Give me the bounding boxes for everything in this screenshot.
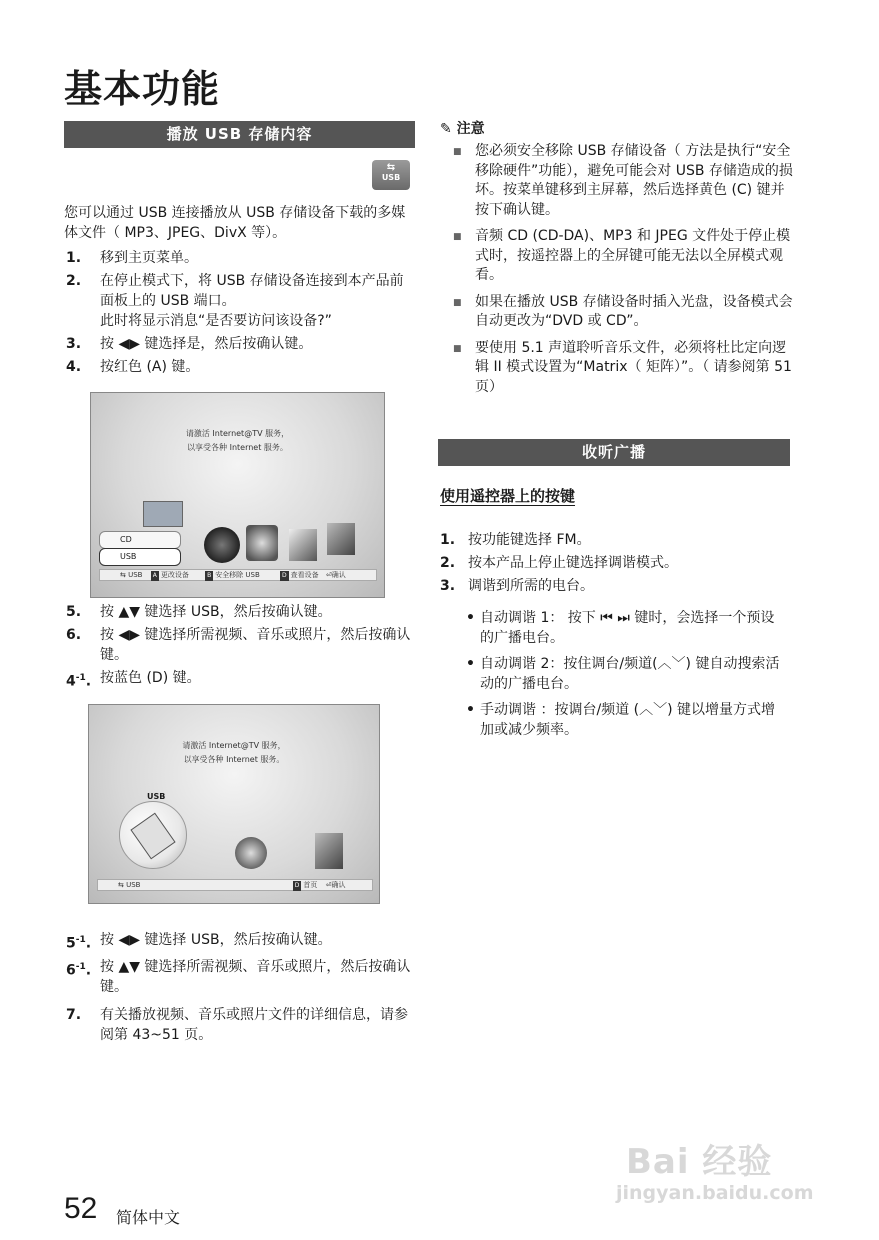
list-item: • 自动调谐 1： 按下 ⏮ ⏭ 键时，会选择一个预设的广播电台。 [466,610,775,646]
list-item: $4^{-1}$. 按蓝色 (D) 键。 [66,670,201,690]
baidu-watermark-url: jingyan.baidu.com [616,1182,814,1204]
settings-icon [327,523,355,555]
enter-icon: ⏎ [325,881,332,889]
tuning-bullets [466,608,788,746]
list-item: ■ 您必须安全移除 USB 存储设备（ 方法是执行“安全移除硬件”功能），避免可能会对 USB 存储造成的损坏。按菜单键移到主屏幕，然后选择黄色 (C) 键并按下确认键。 [453,142,793,220]
list-item: $5^{-1}$. 按 ◀▶ 键选择 USB，然后按确认键。 [66,932,332,952]
page-title: 基本功能 [64,67,221,111]
usb-icon: ⇆ [386,162,396,173]
internet-tv-message: 请激活 Internet@TV 服务， 以享受各种 Internet 服务。 [185,429,290,452]
settings-icon [315,833,343,869]
pencil-icon: ✎ [440,121,452,137]
bullet-square-icon: ■ [453,232,462,242]
usb-drive-icon [119,801,187,869]
usb-steps-a [66,248,414,380]
list-item: ■ 要使用 5.1 声道聆听音乐文件，必须将杜比定向逻辑 II 模式设置为“Matrix（ 矩阵）”。（ 请参阅第 51 页） [453,339,793,398]
list-item: 2. 按本产品上停止键选择调谐模式。 [440,555,678,571]
music-disc-icon [235,837,267,869]
list-item: ■ 音频 CD (CD-DA)、MP3 和 JPEG 文件处于停止模式时，按遥控器上的全屏键可能无法以全屏模式观看。 [453,227,793,286]
list-item: 4. 按红色 (A) 键。 [66,359,200,375]
list-item: 6. 按 ◀▶ 键选择所需视频、音乐或照片，然后按确认键。 [66,627,411,663]
folder-icon [143,501,183,527]
internet-tv-message: 请激活 Internet@TV 服务， 以享受各种 Internet 服务。 [182,741,286,764]
tv-home-screen-2 [88,704,380,904]
usb-badge: ⇆ USB [372,160,410,190]
status-bar-1: ⇆ USB A 更改设备 B 安全移除 USB D 查看设备 ⏎确认 [99,569,377,581]
device-item-usb[interactable]: USB [99,548,181,566]
music-disc-icon [246,525,278,561]
usb-steps-c [66,930,416,1048]
list-item: 2. 在停止模式下，将 USB 存储设备连接到本产品前面板上的 USB 端口。 此时将显示消息“是否要访问该设备?” [66,273,404,329]
bullet-square-icon: ■ [453,343,462,354]
list-item: ■ 如果在播放 USB 存储设备时插入光盘，设备模式会自动更改为“DVD 或 CD”。 [453,293,793,332]
usb-icon: ⇆ [120,571,126,579]
language-label: 简体中文 [116,1208,181,1227]
list-item: $6^{-1}$. 按 ▲▼ 键选择所需视频、音乐或照片，然后按确认键。 [66,958,411,995]
tv-home-screen-1 [90,392,385,598]
remote-keys-subheading: 使用遥控器上的按键 [440,487,576,505]
device-item-cd[interactable]: CD [99,531,181,549]
note-heading: ✎ 注意 [440,121,485,137]
list-item: 3. 调谐到所需的电台。 [440,578,594,594]
usb-steps-b [66,602,416,695]
usb-icon: ⇆ [118,881,124,889]
list-item: 1. 按功能键选择 FM。 [440,532,591,548]
radio-steps [440,530,790,599]
usb-intro-text: 您可以通过 USB 连接播放从 USB 存储设备下载的多媒体文件（ MP3、JPEG、DivX 等）。 [64,205,406,241]
bullet-square-icon: ■ [453,147,462,157]
list-item: • 手动调谐 ：按调台/频道 (︿﹀) 键以增量方式增加或减少频率。 [466,702,775,738]
list-item: 7. 有关播放视频、音乐或照片文件的详细信息，请参阅第 43~51 页。 [66,1006,408,1043]
enter-icon: ⏎ [325,571,332,579]
list-item: 1. 移到主页菜单。 [66,250,198,266]
usb-device-label: USB [147,792,166,801]
status-bar-2: ⇆ USB D 首页 ⏎确认 [97,879,373,891]
list-item: • 自动调谐 2：按住调台/频道(︿﹀) 键自动搜索活动的广播电台。 [466,656,780,692]
note-list [453,142,793,404]
bullet-square-icon: ■ [453,297,462,308]
usb-section-title: 播放 USB 存储内容 [64,121,415,148]
baidu-watermark-logo: Bai 经验 [626,1142,773,1182]
photo-icon [289,529,317,561]
radio-section-title: 收听广播 [438,439,790,466]
list-item: 3. 按 ◀▶ 键选择是，然后按确认键。 [66,336,313,352]
page-number: 52 [64,1192,98,1225]
list-item: 5. 按 ▲▼ 键选择 USB，然后按确认键。 [66,604,332,620]
film-reel-icon [204,527,240,563]
